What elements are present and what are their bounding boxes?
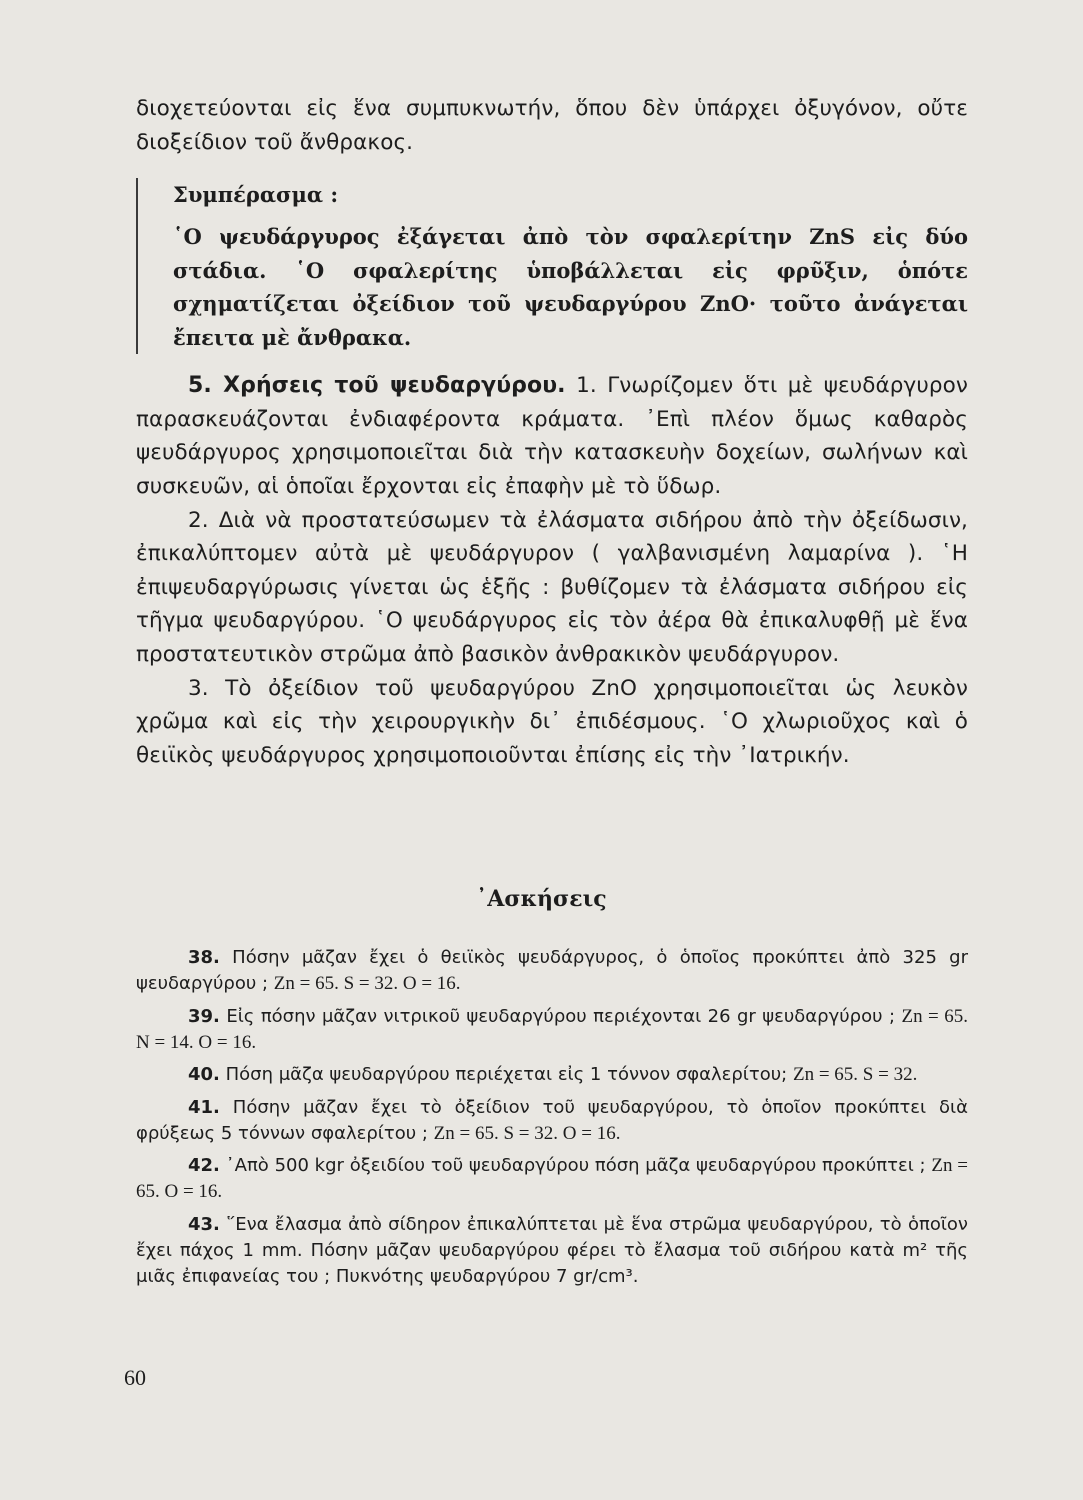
exercise-data: Zn = 65. S = 32. O = 16. [433, 1122, 621, 1144]
section-5-paragraph-3: 3. Τὸ ὀξείδιον τοῦ ψευδαργύρου ZnO χρησιμοποιεῖται ὡς λευκὸν χρῶμα καὶ εἰς τὴν χειρουργικὴν δι᾿ ἐπιδέσμους. ῾Ο χλωριοῦχος καὶ ὁ θειϊκὸς ψευδάργυρος χρησιμοποιοῦνται ἐπίσης εἰς τὴν ᾿Ιατρικήν. [136, 675, 968, 768]
exercise-number: 42. [188, 1155, 220, 1176]
exercise-text: ᾿Απὸ 500 kgr ὀξειδίου τοῦ ψευδαργύρου πόση μᾶζα ψευδαργύρου προκύπτει ; [225, 1155, 926, 1176]
exercise-40 [136, 1062, 968, 1088]
exercise-text: Εἰς πόσην μᾶζαν νιτρικοῦ ψευδαργύρου περιέχονται 26 gr ψευδαργύρου ; [226, 1005, 896, 1027]
exercise-text: Πόση μᾶζα ψευδαργύρου περιέχεται εἰς 1 τόννον σφαλερίτου; [225, 1064, 788, 1085]
section-5-paragraph-1 [136, 369, 968, 503]
exercise-number: 43. [188, 1213, 220, 1235]
exercise-text: Πόσην μᾶζαν ἔχει ὁ θειϊκὸς ψευδάργυρος, ὁ ὁποῖος προκύπτει ἀπὸ 325 gr ψευδαργύρου ; [136, 947, 968, 994]
summary-heading: Συμπέρασμα : [173, 182, 339, 207]
exercise-data: Zn = 65. O = 16. [136, 1155, 968, 1202]
summary-box [136, 178, 968, 354]
section-5-title: 5. Χρήσεις τοῦ ψευδαργύρου. [188, 373, 566, 398]
exercise-number: 40. [188, 1064, 220, 1085]
exercise-number: 38. [188, 947, 220, 968]
section-5 [136, 369, 968, 772]
exercise-number: 39. [188, 1005, 220, 1027]
summary-text: ῾Ο ψευδάργυρος ἐξάγεται ἀπὸ τὸν σφαλερίτην ZnS εἰς δύο στάδια. ῾Ο σφαλερίτης ὑποβάλλεται εἰς φρῦξιν, ὁπότε σχηματίζεται ὀξείδιον τοῦ ψευδαργύρου ZnO· τοῦτο ἀνάγεται ἔπειτα μὲ ἄνθρακα. [173, 224, 968, 350]
section-5-p1-text: 1. Γνωρίζομεν ὅτι μὲ ψευδάργυρον παρασκευάζονται ἐνδιαφέροντα κράματα. ᾿Επὶ πλέον ὅμως καθαρὸς ψευδάργυρος χρησιμοποιεῖται διὰ τὴν κατασκευὴν δοχείων, σωλήνων καὶ συσκευῶν, αἱ ὁποῖαι ἔρχονται εἰς ἐπαφὴν μὲ τὸ ὕδωρ. [136, 373, 968, 499]
exercise-43 [136, 1212, 968, 1290]
exercise-39 [136, 1004, 968, 1056]
exercise-text: ῞Ενα ἔλασμα ἀπὸ σίδηρον ἐπικαλύπτεται μὲ ἕνα στρῶμα ψευδαργύρου, τὸ ὁποῖον ἔχει πάχος 1 mm. Πόσην μᾶζαν ψευδαργύρου φέρει τὸ ἔλασμα τοῦ σιδήρου κατὰ m² τῆς μιᾶς ἐπιφανείας του ; Πυκνότης ψευδαργύρου 7 gr/cm³. [136, 1213, 968, 1287]
exercise-data: Zn = 65. N = 14. O = 16. [136, 1005, 968, 1053]
intro-paragraph [136, 92, 968, 159]
exercise-38 [136, 945, 968, 997]
section-5-paragraph-2: 2. Διὰ νὰ προστατεύσωμεν τὰ ἐλάσματα σιδήρου ἀπὸ τὴν ὀξείδωσιν, ἐπικαλύπτομεν αὐτὰ μὲ ψευδάργυρον ( γαλβανισμένη λαμαρίνα ). ῾Η ἐπιψευδαργύρωσις γίνεται ὡς ἑξῆς : βυθίζομεν τὰ ἐλάσματα σιδήρου εἰς τῆγμα ψευδαργύρου. ῾Ο ψευδάργυρος εἰς τὸν ἀέρα θὰ ἐπικαλυφθῇ μὲ ἕνα προστατευτικὸν στρῶμα ἀπὸ βασικὸν ἀνθρακικὸν ψευδάργυρον. [136, 507, 968, 667]
exercise-42 [136, 1153, 968, 1205]
exercises-heading: ᾿Ασκήσεις [476, 886, 607, 912]
exercise-text: Πόσην μᾶζαν ἔχει τὸ ὀξείδιον τοῦ ψευδαργύρου, τὸ ὁποῖον προκύπτει διὰ φρύξεως 5 τόννων σφαλερίτου ; [136, 1096, 968, 1144]
page-number: 60 [124, 1365, 146, 1390]
exercise-41 [136, 1095, 968, 1147]
exercises-list [136, 945, 968, 1296]
intro-text: διοχετεύονται εἰς ἕνα συμπυκνωτήν, ὅπου δὲν ὑπάρχει ὀξυγόνον, οὔτε διοξείδιον τοῦ ἄνθρακος. [136, 96, 968, 155]
exercise-data: Zn = 65. S = 32. O = 16. [273, 973, 461, 994]
exercise-number: 41. [188, 1096, 220, 1118]
exercise-data: Zn = 65. S = 32. [792, 1064, 918, 1085]
